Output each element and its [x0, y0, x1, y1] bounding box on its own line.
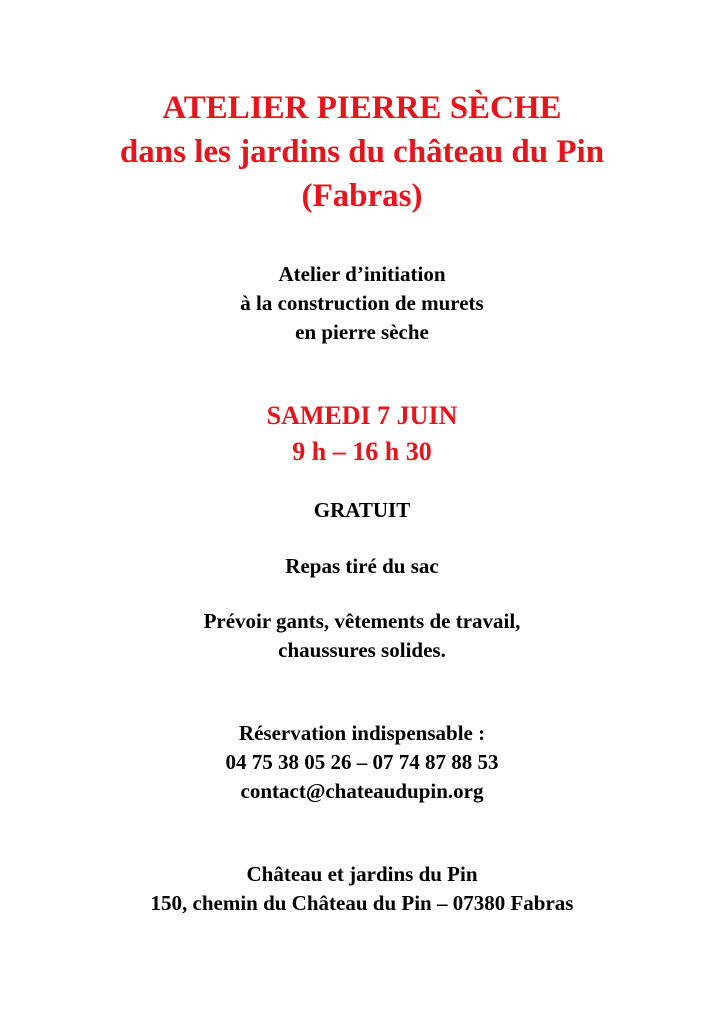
title-line-1: ATELIER PIERRE SÈCHE [162, 90, 562, 126]
event-date [0, 398, 724, 470]
venue-address [0, 860, 724, 918]
intro-line-2: à la construction de murets [240, 291, 484, 315]
equipment-line-2: chaussures solides. [278, 638, 446, 662]
equipment-info [0, 607, 724, 665]
equipment-line-1: Prévoir gants, vêtements de travail, [203, 609, 521, 633]
venue-street: 150, chemin du Château du Pin – 07380 Fabras [150, 891, 574, 915]
meal-info [0, 552, 724, 581]
title-line-3: (Fabras) [301, 178, 423, 214]
event-day: SAMEDI 7 JUIN [266, 401, 458, 430]
workshop-description [0, 260, 724, 347]
intro-line-3: en pierre sèche [295, 320, 429, 344]
reservation-info [0, 719, 724, 806]
price-label: GRATUIT [313, 498, 411, 522]
venue-name: Château et jardins du Pin [246, 862, 478, 886]
title-line-2: dans les jardins du château du Pin [119, 134, 605, 170]
meal-label: Repas tiré du sac [285, 554, 439, 578]
event-hours: 9 h – 16 h 30 [292, 437, 432, 466]
price-info [0, 496, 724, 525]
reservation-email: contact@chateaudupin.org [240, 779, 484, 803]
flyer-title [0, 86, 724, 218]
intro-line-1: Atelier d’initiation [278, 262, 446, 286]
reservation-label: Réservation indispensable : [238, 721, 486, 745]
reservation-phones: 04 75 38 05 26 – 07 74 87 88 53 [225, 750, 499, 774]
